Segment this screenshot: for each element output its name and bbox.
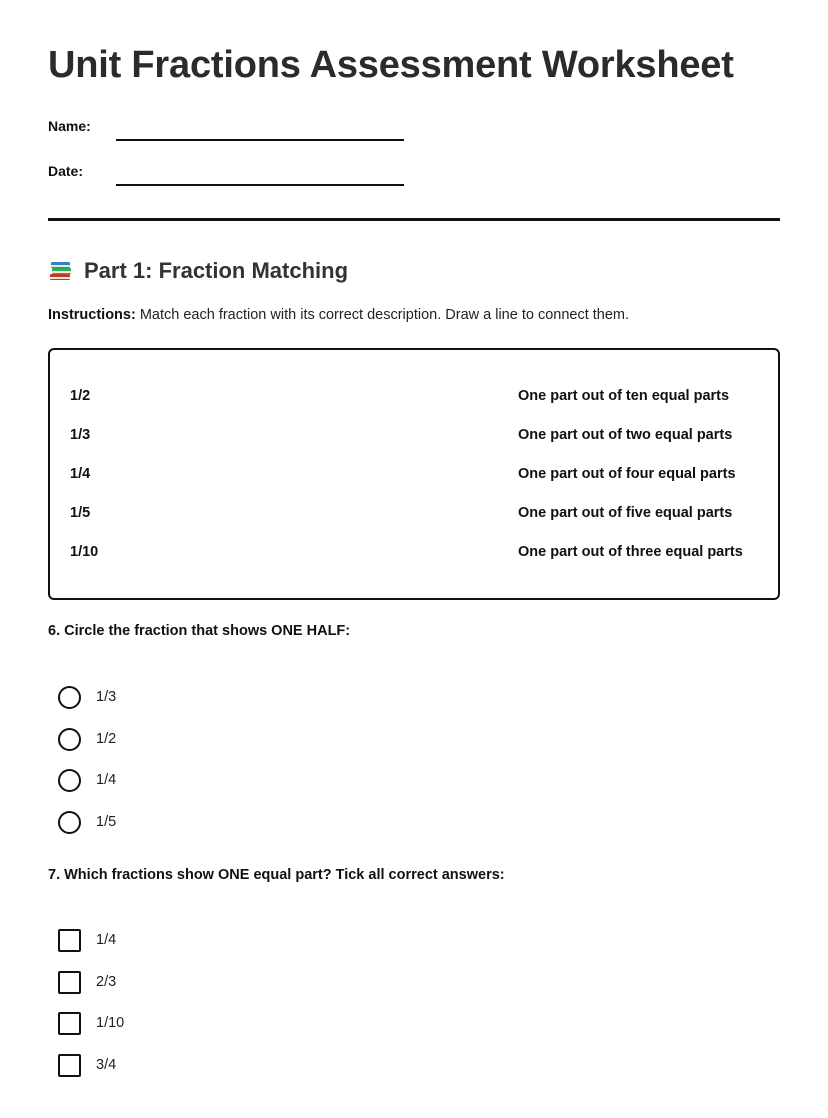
name-input-line[interactable]: [116, 139, 404, 141]
fraction-item[interactable]: 1/5: [70, 505, 91, 521]
radio-circle[interactable]: [58, 769, 81, 792]
radio-circle[interactable]: [58, 811, 81, 834]
instructions-label: Instructions:: [48, 307, 136, 323]
radio-option[interactable]: [58, 686, 116, 728]
description-item[interactable]: One part out of two equal parts: [518, 427, 733, 443]
checkbox-option[interactable]: [58, 971, 124, 1013]
books-icon: [48, 259, 74, 283]
radio-option-label: 1/3: [96, 689, 117, 705]
fraction-item[interactable]: 1/4: [70, 466, 91, 482]
question-7: 7. Which fractions show ONE equal part? Tick all correct answers:: [48, 867, 505, 883]
part1-instructions: [48, 307, 629, 323]
checkbox-option[interactable]: [58, 1012, 124, 1054]
description-item[interactable]: One part out of three equal parts: [518, 544, 743, 560]
name-field: [48, 118, 448, 148]
part1-heading: [48, 258, 348, 284]
header-divider: [48, 218, 780, 221]
checkbox-option-label: 1/10: [96, 1015, 125, 1031]
radio-option[interactable]: [58, 728, 116, 770]
checkbox-option-label: 3/4: [96, 1056, 117, 1073]
checkbox-option[interactable]: [58, 1054, 124, 1096]
checkbox-option-label: 1/4: [96, 932, 117, 948]
part1-heading-text: Part 1: Fraction Matching: [84, 258, 349, 283]
radio-option[interactable]: [58, 811, 116, 853]
description-item[interactable]: One part out of five equal parts: [518, 505, 733, 521]
question-6: 6. Circle the fraction that shows ONE HALF:: [48, 623, 351, 639]
radio-option-label: 1/5: [96, 813, 117, 830]
question-7-options: [58, 929, 124, 1095]
checkbox-option[interactable]: [58, 929, 124, 971]
radio-circle[interactable]: [58, 686, 81, 709]
date-input-line[interactable]: [116, 184, 404, 186]
worksheet-title: Unit Fractions Assessment Worksheet: [48, 44, 734, 86]
date-label: Date:: [48, 163, 84, 179]
date-field: [48, 163, 448, 193]
name-label: Name:: [48, 118, 91, 134]
fraction-item[interactable]: 1/10: [70, 544, 99, 560]
fraction-item[interactable]: 1/2: [70, 388, 91, 404]
checkbox-square[interactable]: [58, 971, 81, 994]
checkbox-option-label: 2/3: [96, 973, 117, 990]
question-6-options: [58, 686, 116, 852]
radio-circle[interactable]: [58, 728, 81, 751]
fraction-item[interactable]: 1/3: [70, 427, 91, 443]
checkbox-square[interactable]: [58, 1012, 81, 1035]
description-item[interactable]: One part out of four equal parts: [518, 466, 736, 482]
radio-option-label: 1/2: [96, 730, 117, 747]
matching-box: [48, 348, 780, 600]
instructions-text: Match each fraction with its correct description. Draw a line to connect them.: [135, 307, 630, 323]
checkbox-square[interactable]: [58, 1054, 81, 1077]
radio-option-label: 1/4: [96, 772, 117, 788]
description-item[interactable]: One part out of ten equal parts: [518, 388, 730, 404]
radio-option[interactable]: [58, 769, 116, 811]
description-column: [518, 388, 743, 583]
fraction-column: [70, 388, 98, 583]
checkbox-square[interactable]: [58, 929, 81, 952]
